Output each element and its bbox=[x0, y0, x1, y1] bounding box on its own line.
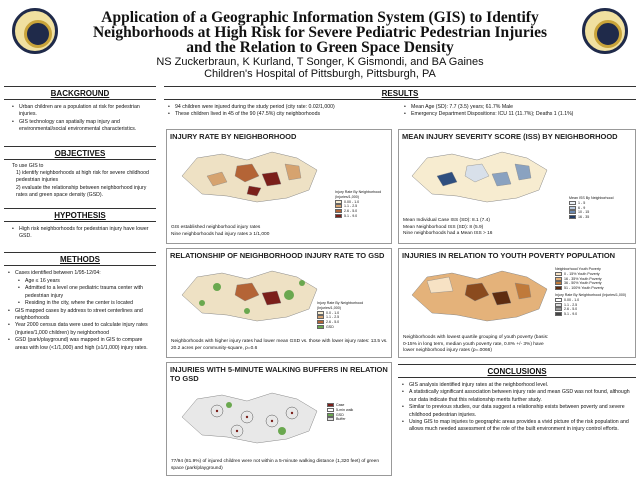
panel-gsd-title: RELATIONSHIP OF NEIGHBORHOOD INJURY RATE TO GSD bbox=[170, 251, 385, 260]
authors-block bbox=[70, 56, 570, 80]
hypothesis-heading: HYPOTHESIS bbox=[54, 210, 106, 220]
conclusions-section bbox=[398, 364, 636, 434]
background-heading: BACKGROUND bbox=[50, 89, 110, 98]
poverty-map bbox=[407, 265, 557, 327]
poster-title: Application of a Geographic Information System (GIS) to Identify Neighborhoods at High Risk for Severe Pediatric Pedestrian Injuries and the Relation to Green Space Density bbox=[92, 9, 548, 56]
background-list: • Urban children are a population at risk for pedestrian injuries. • GIS technology can spatially map injury and environmental/social environmental characteristics. bbox=[4, 104, 156, 134]
objectives-list: To use GIS to 1) identify neighborhoods at high risk for severe childhood pedestrian injuries 2) evaluate the relationship between neighborhood injury rates and green space density (GSD). bbox=[12, 162, 149, 199]
injury-rate-legend: Injury Rate By Neighborhood (Injuries/1,000) 0.00 - 1.0 1.1 - 2.5 2.6 - 5.0 5.1 - 9.0 bbox=[335, 190, 382, 218]
conclusions-heading: CONCLUSIONS bbox=[487, 367, 547, 376]
conclusions-list: • GIS analysis identified injury rates at the neighborhood level. • A statistically significant association between injury rate and mean GSD was not found, although our data indicate that this relationship merits further study. • Similar to previous studies, our data suggest a relationship exists between poverty and severe childhood pedestrian injuries. • Using GIS to map injuries to geographic areas provides a vivid picture of the risk population and allows much needed assessment of the role of the built environment in injury control efforts. bbox=[398, 382, 636, 434]
panel-gsd bbox=[166, 248, 392, 358]
iss-notes: Mean Individual Case ISS (SD): 8.1 (7.4) Mean Neighborhood ISS (SD): 8 (5.9) Nine neighborhoods had a Mean ISS > 16 bbox=[403, 218, 493, 237]
gsd-notes: Neighborhoods with higher injury rates had lower mean GSD vs. those with lower injury rates: 13.5 vs. 20.2 acres per community-square, p=0.6 bbox=[171, 339, 388, 351]
left-column bbox=[4, 86, 156, 352]
panel-poverty-title: INJURIES IN RELATION TO YOUTH POVERTY POPULATION bbox=[402, 251, 616, 260]
panel-iss bbox=[398, 129, 636, 244]
university-seal-right bbox=[582, 8, 628, 54]
results-summary-right: • Mean Age (SD): 7.7 (3.5) years; 61.7% Male • Emergency Department Dispositions: ICU 11 (11.7%); Deaths 1 (1.1%) bbox=[400, 104, 636, 119]
iss-legend: Mean ISS By Neighborhood 1 - 5 6 - 9 10 - 15 16 - 35 bbox=[569, 196, 614, 220]
poverty-notes: Neighborhoods with lowest quartile grouping of youth poverty (basis: 0-15% in long term, median youth poverty rate, 0.8% +/- 3%) have lower neighborhood injury rates (p=.0066) bbox=[403, 335, 549, 354]
poverty-legend: Neighborhood Youth Poverty 0 - 15% Youth Poverty 16 - 35% Youth Poverty 36 - 50% Youth Poverty 51 - 100% Youth Poverty Injury Rate By Neighborhood (Injuries/1,000) 0.00 - 1.0 1.1 - 2.5 2.6 - 5.0 5.1 - 9.0 bbox=[555, 267, 627, 317]
panel-iss-title: MEAN INJURY SEVERITY SCORE (ISS) BY NEIGHBORHOOD bbox=[402, 132, 618, 141]
buffers-notes: 77/94 (81.9%) of injured children were not within a 5-minute walking distance (1,320 feet) of green space (park/playground) bbox=[171, 459, 379, 471]
injury-rate-map bbox=[177, 146, 327, 206]
methods-heading: METHODS bbox=[60, 255, 100, 265]
panel-buffers-title: INJURIES WITH 5-MINUTE WALKING BUFFERS IN RELATION TO GSD bbox=[170, 365, 388, 383]
buffers-map bbox=[177, 387, 327, 449]
methods-list: • Cases identified between 1/95-12/04: • Age ≤ 16 years • Admitted to a level one pediatric trauma center with pedestrian injury • Residing in the city, where the center is located • GIS mapped cases by address to street centerlines and neighborhoods • Year 2000 census data were used to calculate injury rates (injuries/1,000 children) by neighborhood • GSD (park/playground) was mapped in GIS to compare areas with low (<1/1,000) and high (≥1/1,000) injury rates. bbox=[4, 270, 156, 351]
hypothesis-list: • High risk neighborhoods for pedestrian injury have lower GSD. bbox=[4, 226, 156, 241]
gsd-map bbox=[177, 265, 327, 327]
panel-injury-rate-title: INJURY RATE BY NEIGHBORHOOD bbox=[170, 132, 297, 141]
buffers-legend: Case 5-min walk GSD Buffer bbox=[327, 403, 387, 422]
university-seal-left bbox=[12, 8, 58, 54]
injury-rate-notes: GIS established neighborhood injury rates Nine neighborhoods had injury rates ≥ 1/1,000 bbox=[171, 225, 270, 237]
institution: Children's Hospital of Pittsburgh, Pittsburgh, PA bbox=[204, 68, 436, 80]
results-heading: RESULTS bbox=[381, 89, 419, 98]
results-summary-left: • 94 children were injured during the study period (city rate: 0.02/1,000) • These children lived in 45 of the 90 (47.5%) city neighborhoods bbox=[164, 104, 400, 119]
iss-map bbox=[407, 146, 557, 208]
panel-buffers bbox=[166, 362, 392, 476]
panel-poverty bbox=[398, 248, 636, 358]
results-header bbox=[164, 86, 636, 119]
authors: NS Zuckerbraun, K Kurland, T Songer, K Gismondi, and BA Gaines bbox=[156, 56, 484, 68]
gsd-legend: Injury Rate By Neighborhood (Injuries/1,000) 0.0 - 1.0 1.1 - 2.5 2.6 - 5.0 GSD bbox=[317, 301, 364, 329]
panel-injury-rate bbox=[166, 129, 392, 244]
objectives-heading: OBJECTIVES bbox=[54, 148, 106, 158]
